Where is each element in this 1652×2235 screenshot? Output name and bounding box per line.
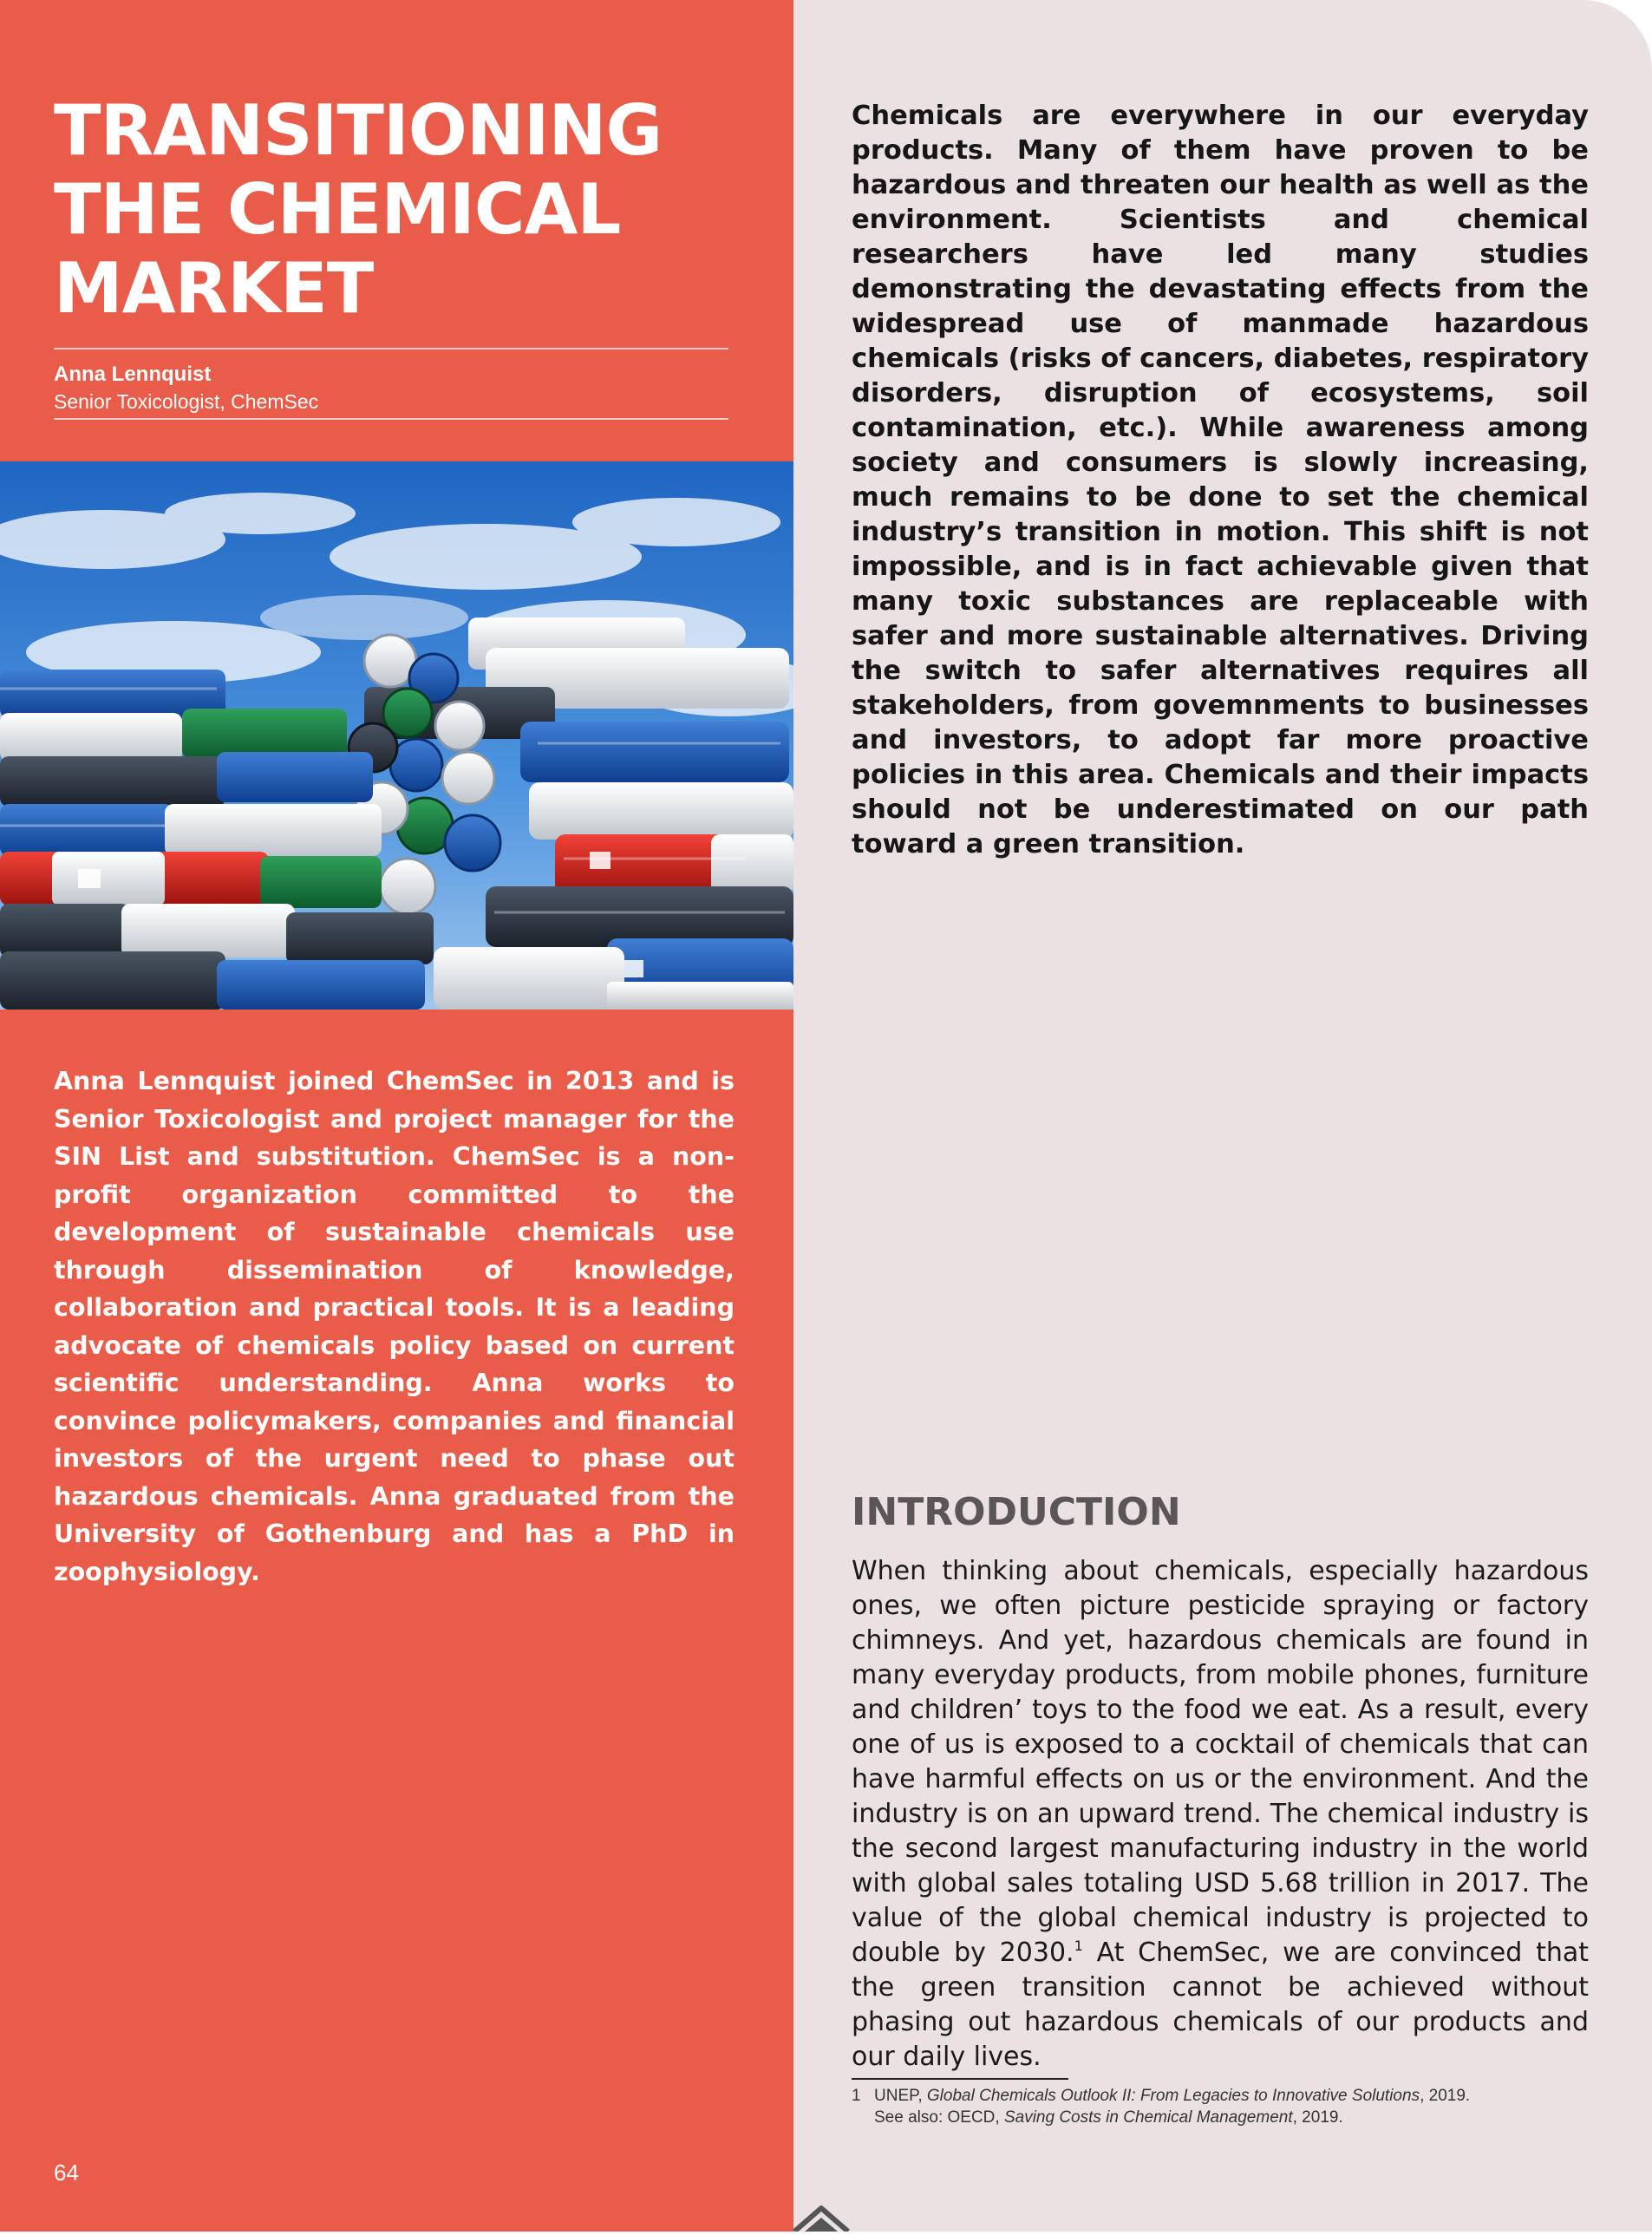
title-line-1: TRANSITIONING [54, 90, 663, 171]
chemical-barrels-photo [0, 461, 793, 1010]
footnote-citation-suffix: , 2019. [1420, 2087, 1471, 2105]
author-role: Senior Toxicologist, ChemSec [54, 390, 319, 413]
home-icon[interactable] [791, 2201, 852, 2232]
page-number: 64 [54, 2160, 79, 2186]
intro-text-part-2: At ChemSec, we are convinced that the green transition cannot be achieved without phasing out hazardous chemicals of our products and our daily lives. [852, 1938, 1590, 2072]
article-title [54, 91, 765, 328]
introduction-heading: INTRODUCTION [852, 1490, 1181, 1534]
footnote-seealso-suffix: , 2019. [1292, 2108, 1343, 2127]
footnote-citation-prefix: UNEP, [874, 2087, 927, 2105]
author-divider [54, 418, 728, 420]
lead-paragraph: Chemicals are everywhere in our everyday products. Many of them have proven to be hazardous and threaten our health as well as the environment. Scientists and chemical researchers have led many studies demonstrating the devastating effects from the widespread use of manmade hazardous chemicals (risks of cancers, diabetes, respiratory disorders, disruption of ecosystems, soil contamination, etc.). While awareness among society and consumers is slowly increasing, much remains to be done to set the chemical industry’s transition in motion. This shift is not impossible, and is in fact achievable given that many toxic substances are replaceable with safer and more sustainable alternatives. Driving the switch to safer alternatives requires all stakeholders, from govemnments to businesses and investors, to adopt far more proactive policies in this area. Chemicals and their impacts should not be underestimated on our path toward a green transition. [852, 101, 1589, 859]
title-line-2: THE CHEMICAL [54, 169, 621, 250]
intro-text-part-1: When thinking about chemicals, especially hazardous ones, we often picture pesticide spraying or factory chimneys. And yet, hazardous chemicals are found in many everyday products, from mobile phones, furniture and children’ toys to the food we eat. As a result, every one of us is exposed to a cocktail of chemicals that can have harmful effects on us or the environment. And the industry is on an upward trend. The chemical industry is the second largest manufacturing industry in the world with global sales totaling USD 5.68 trillion in 2017. The value of the global chemical industry is projected to double by 2030. [852, 1556, 1589, 1968]
footnote-seealso-prefix: See also: OECD, [874, 2108, 1004, 2127]
footnote-divider [852, 2078, 1068, 2080]
footnote-line-1 [852, 2085, 1615, 2107]
barrel-stack [0, 618, 793, 1010]
author-name: Anna Lennquist [54, 363, 212, 386]
introduction-paragraph [852, 1554, 1589, 2075]
title-divider [54, 348, 728, 350]
footnote-seealso-title: Saving Costs in Chemical Management [1003, 2108, 1293, 2127]
author-bio: Anna Lennquist joined ChemSec in 2013 and is Senior Toxicologist and project manager for the SIN List and substitution. ChemSec is a non-profit organization committed to the development of sustainable chemicals use through dissemination of knowledge, collaboration and practical tools. It is a leading advocate of chemicals policy based on current scientific understanding. Anna works to convince policymakers, companies and financial investors of the urgent need to phase out hazardous chemicals. Anna graduated from the University of Gothenburg and has a PhD in zoophysiology. [54, 1067, 735, 1586]
footnote [852, 2085, 1615, 2128]
footnote-citation-title: Global Chemicals Outlook II: From Legacies to Innovative Solutions [926, 2087, 1420, 2105]
footnote-line-2 [852, 2107, 1615, 2128]
footnote-reference[interactable]: 1 [1074, 1938, 1083, 1954]
title-line-3: MARKET [54, 248, 374, 329]
footnote-number: 1 [852, 2087, 861, 2105]
